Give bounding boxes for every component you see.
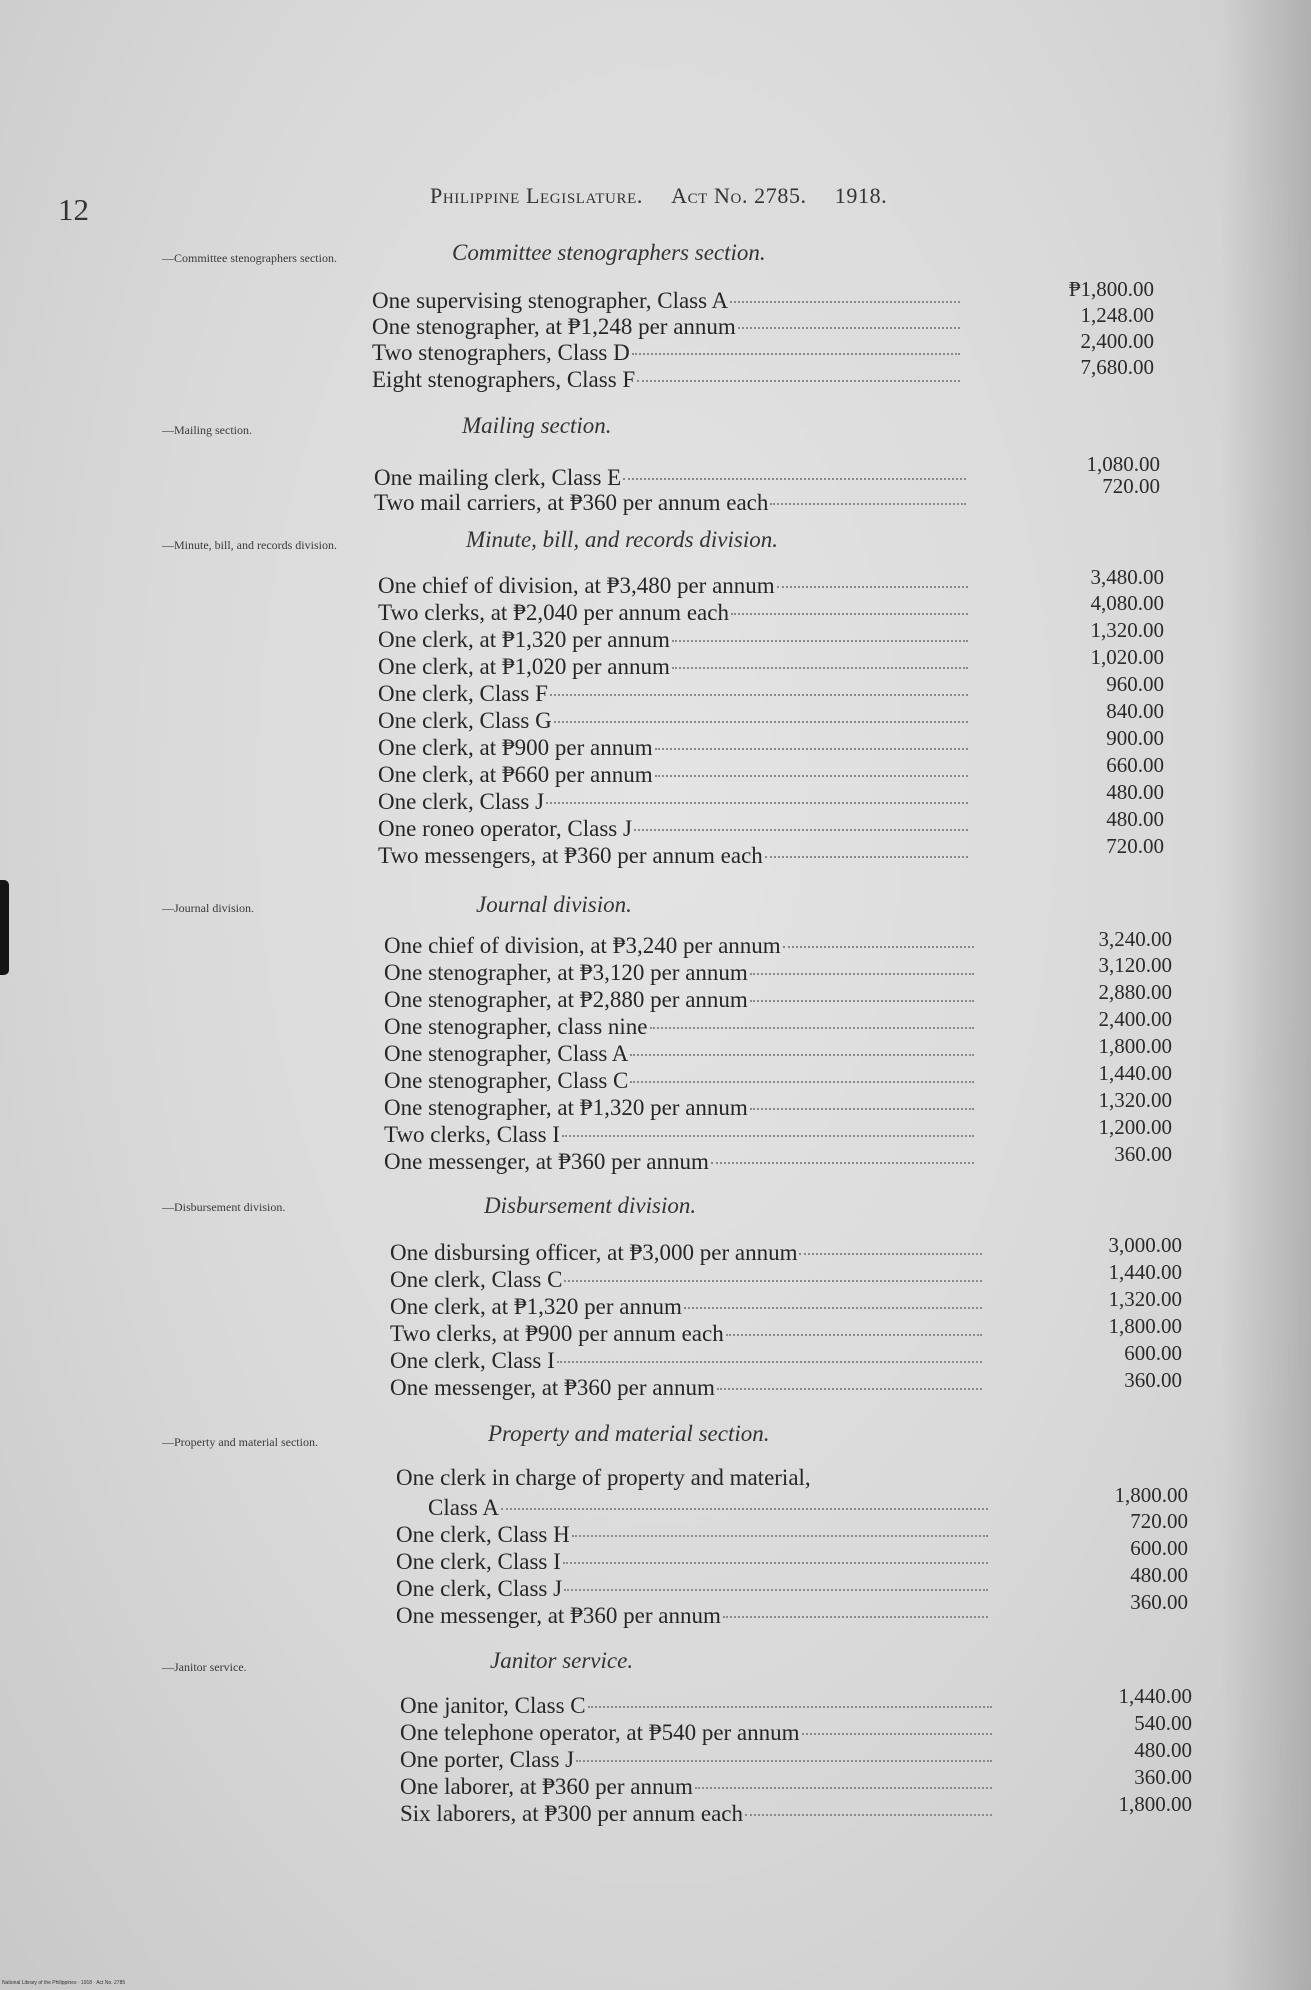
- row-amount: 4,080.00: [1090, 591, 1164, 615]
- row-label: One porter, Class J: [400, 1747, 575, 1772]
- table-row: [400, 1800, 994, 1827]
- row-label: One clerk, at ₱1,020 per annum: [378, 654, 670, 679]
- row-label: One janitor, Class C: [400, 1693, 586, 1718]
- table-row: [390, 1320, 984, 1347]
- row-amount: 360.00: [1130, 1590, 1188, 1614]
- row-label: One stenographer, at ₱1,248 per annum: [372, 314, 736, 339]
- row-amount: 480.00: [1106, 807, 1164, 831]
- table-row: [372, 366, 962, 393]
- row-amount: 1,800.00: [1114, 1483, 1188, 1507]
- table-row: [384, 1148, 976, 1175]
- row-label: One telephone operator, at ₱540 per annum: [400, 1720, 800, 1745]
- table-row: [400, 1719, 994, 1746]
- sidenote: —Minute, bill, and records division.: [162, 538, 337, 552]
- table-row: [390, 1347, 984, 1374]
- page-number: 12: [58, 192, 89, 227]
- row-label: One messenger, at ₱360 per annum: [390, 1375, 715, 1400]
- table-row: [374, 464, 968, 491]
- row-label: One clerk, at ₱660 per annum: [378, 762, 653, 787]
- table-row: [378, 761, 970, 788]
- table-row: [396, 1464, 990, 1491]
- row-label: One clerk, Class F: [378, 681, 548, 706]
- running-head: [430, 183, 887, 209]
- row-amount: 1,320.00: [1090, 618, 1164, 642]
- row-amount: 2,880.00: [1098, 980, 1172, 1004]
- row-amount: 1,020.00: [1090, 645, 1164, 669]
- row-label: One clerk, Class J: [378, 789, 545, 814]
- row-amount: 2,400.00: [1080, 329, 1154, 353]
- row-amount: 900.00: [1106, 726, 1164, 750]
- row-label: One clerk, at ₱1,320 per annum: [378, 627, 670, 652]
- table-row: [378, 788, 970, 815]
- table-row: [384, 932, 976, 959]
- row-label: Two clerks, at ₱900 per annum each: [390, 1321, 724, 1346]
- table-row: [378, 680, 970, 707]
- row-amount: 1,248.00: [1080, 303, 1154, 327]
- row-amount: 960.00: [1106, 672, 1164, 696]
- row-label: One messenger, at ₱360 per annum: [384, 1149, 709, 1174]
- table-row: [400, 1773, 994, 1800]
- row-amount: 720.00: [1130, 1509, 1188, 1533]
- row-amount: 1,200.00: [1098, 1115, 1172, 1139]
- row-amount: 1,080.00: [1086, 452, 1160, 476]
- row-amount: 1,440.00: [1098, 1061, 1172, 1085]
- binding-mark: [0, 880, 9, 975]
- table-row: [378, 707, 970, 734]
- row-amount: 540.00: [1134, 1711, 1192, 1735]
- row-label: One chief of division, at ₱3,480 per annum: [378, 573, 775, 598]
- table-row: [378, 734, 970, 761]
- row-amount: 360.00: [1124, 1368, 1182, 1392]
- row-label: One disbursing officer, at ₱3,000 per annum: [390, 1240, 798, 1265]
- row-label: Two messengers, at ₱360 per annum each: [378, 843, 763, 868]
- table-row: [428, 1494, 990, 1521]
- row-label: Two stenographers, Class D: [372, 340, 630, 365]
- row-amount: 480.00: [1106, 780, 1164, 804]
- row-amount: 1,800.00: [1118, 1792, 1192, 1816]
- row-amount: 360.00: [1134, 1765, 1192, 1789]
- table-row: [378, 599, 970, 626]
- sidenote: —Committee stenographers section.: [162, 251, 337, 265]
- sidenote: —Journal division.: [162, 901, 254, 915]
- row-label: One laborer, at ₱360 per annum: [400, 1774, 693, 1799]
- row-label: Class A: [428, 1495, 499, 1520]
- sidenote: —Mailing section.: [162, 423, 252, 437]
- row-amount: 3,120.00: [1098, 953, 1172, 977]
- table-row: [396, 1575, 990, 1602]
- table-row: [390, 1293, 984, 1320]
- table-row: [372, 287, 962, 314]
- table-row: [378, 815, 970, 842]
- row-amount: 3,480.00: [1090, 565, 1164, 589]
- row-label: One stenographer, class nine: [384, 1014, 648, 1039]
- table-row: [384, 1013, 976, 1040]
- row-label: One stenographer, at ₱3,120 per annum: [384, 960, 748, 985]
- row-label: One clerk, Class G: [378, 708, 552, 733]
- running-head-title: Philippine Legislature.: [430, 183, 643, 208]
- row-amount: 1,320.00: [1108, 1287, 1182, 1311]
- table-row: [396, 1548, 990, 1575]
- table-row: [400, 1746, 994, 1773]
- row-amount: 720.00: [1106, 834, 1164, 858]
- table-row: [378, 653, 970, 680]
- section-heading: Committee stenographers section.: [452, 240, 766, 265]
- row-label: Six laborers, at ₱300 per annum each: [400, 1801, 743, 1826]
- row-label: One clerk, at ₱900 per annum: [378, 735, 653, 760]
- row-amount: 3,240.00: [1098, 927, 1172, 951]
- row-amount: 480.00: [1130, 1563, 1188, 1587]
- row-amount: 2,400.00: [1098, 1007, 1172, 1031]
- row-label: One stenographer, at ₱2,880 per annum: [384, 987, 748, 1012]
- row-label: One clerk, Class I: [396, 1549, 561, 1574]
- section-heading: Mailing section.: [462, 413, 612, 438]
- table-row: [390, 1266, 984, 1293]
- table-row: [396, 1521, 990, 1548]
- section-heading: Janitor service.: [490, 1648, 634, 1673]
- table-row: [400, 1692, 994, 1719]
- row-amount: 1,440.00: [1108, 1260, 1182, 1284]
- table-row: [390, 1239, 984, 1266]
- row-label: Eight stenographers, Class F: [372, 367, 636, 392]
- table-row: [384, 959, 976, 986]
- row-amount: 840.00: [1106, 699, 1164, 723]
- table-row: [372, 339, 962, 366]
- row-label: One chief of division, at ₱3,240 per annum: [384, 933, 781, 958]
- row-label: One supervising stenographer, Class A: [372, 288, 729, 313]
- row-label: One clerk, Class C: [390, 1267, 563, 1292]
- section-heading: Minute, bill, and records division.: [466, 527, 778, 552]
- row-label: One roneo operator, Class J: [378, 816, 632, 841]
- table-row: [378, 842, 970, 869]
- row-amount: 600.00: [1130, 1536, 1188, 1560]
- row-amount: 480.00: [1134, 1738, 1192, 1762]
- sidenote: —Disbursement division.: [162, 1200, 286, 1214]
- table-row: [372, 313, 962, 340]
- row-label: One clerk, Class I: [390, 1348, 555, 1373]
- row-label: One clerk, Class H: [396, 1522, 570, 1547]
- sidenote: —Janitor service.: [162, 1660, 247, 1674]
- table-row: [384, 986, 976, 1013]
- table-row: [384, 1121, 976, 1148]
- row-amount: 1,320.00: [1098, 1088, 1172, 1112]
- row-label: One clerk, Class J: [396, 1576, 563, 1601]
- table-row: [390, 1374, 984, 1401]
- row-label: One stenographer, Class C: [384, 1068, 629, 1093]
- section-heading: Journal division.: [476, 892, 632, 917]
- row-amount: 3,000.00: [1108, 1233, 1182, 1257]
- row-amount: 600.00: [1124, 1341, 1182, 1365]
- row-amount: 1,800.00: [1098, 1034, 1172, 1058]
- sidenote: —Property and material section.: [162, 1435, 318, 1449]
- row-label: Two clerks, Class I: [384, 1122, 560, 1147]
- running-head-act: Act No. 2785.: [671, 183, 807, 208]
- table-row: [374, 489, 968, 516]
- table-row: [384, 1067, 976, 1094]
- row-label: One stenographer, at ₱1,320 per annum: [384, 1095, 748, 1120]
- table-row: [396, 1602, 990, 1629]
- table-row: [378, 626, 970, 653]
- section-heading: Property and material section.: [488, 1421, 770, 1446]
- row-amount: 1,440.00: [1118, 1684, 1192, 1708]
- row-amount: 7,680.00: [1080, 355, 1154, 379]
- table-row: [384, 1094, 976, 1121]
- row-label: One stenographer, Class A: [384, 1041, 629, 1066]
- row-amount: 660.00: [1106, 753, 1164, 777]
- page-edge-shadow: [1221, 0, 1311, 1990]
- scan-credit: National Library of the Philippines · 1918 · Act No. 2785: [2, 1980, 126, 1986]
- row-label: Two clerks, at ₱2,040 per annum each: [378, 600, 729, 625]
- row-label: One clerk, at ₱1,320 per annum: [390, 1294, 682, 1319]
- table-row: [384, 1040, 976, 1067]
- section-heading: Disbursement division.: [484, 1193, 697, 1218]
- row-label: One clerk in charge of property and material,: [396, 1465, 811, 1490]
- running-head-year: 1918.: [834, 183, 888, 208]
- row-label: One messenger, at ₱360 per annum: [396, 1603, 721, 1628]
- table-row: [378, 572, 970, 599]
- row-amount: 1,800.00: [1108, 1314, 1182, 1338]
- row-label: One mailing clerk, Class E: [374, 465, 622, 490]
- row-amount: 720.00: [1102, 474, 1160, 498]
- row-amount: ₱1,800.00: [1068, 277, 1154, 301]
- row-amount: 360.00: [1114, 1142, 1172, 1166]
- row-label: Two mail carriers, at ₱360 per annum each: [374, 490, 769, 515]
